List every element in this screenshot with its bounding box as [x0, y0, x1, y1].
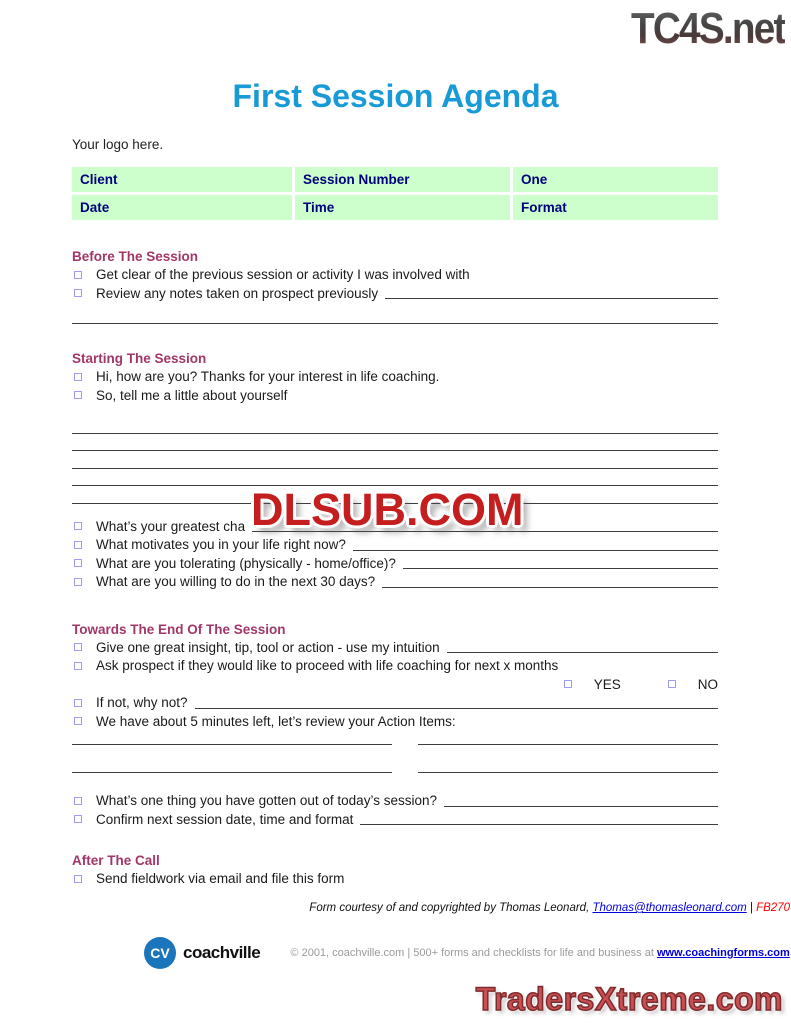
checklist-item-label: What motivates you in your life right now?: [96, 537, 346, 552]
checklist-item: [72, 368, 718, 386]
logo-placeholder-text: Your logo here.: [72, 137, 164, 152]
blank-line: [195, 708, 718, 709]
checklist-item: [72, 573, 718, 591]
checkbox-icon[interactable]: [74, 643, 82, 651]
checklist-item-label: Confirm next session date, time and format: [96, 811, 354, 827]
checklist-item-label: Review any notes taken on prospect previously: [96, 285, 379, 301]
checkbox-icon[interactable]: [74, 559, 82, 567]
checkbox-icon[interactable]: [74, 541, 82, 549]
blank-line: [72, 416, 718, 434]
checklist-item-label: What are you tolerating (physically - home/office)?: [96, 555, 396, 571]
blank-line: [385, 298, 718, 299]
section-heading-after: After The Call: [72, 853, 160, 868]
coachville-brand-name: coachville: [183, 943, 261, 962]
copyright-text: [260, 947, 790, 959]
blank-line: [72, 306, 718, 324]
tradersxtreme-watermark: TradersXtreme.com: [475, 981, 783, 1017]
no-checkbox-icon[interactable]: [668, 680, 676, 688]
checklist-item: [72, 713, 718, 731]
table-cell-date: Date: [72, 195, 292, 220]
section-heading-starting: Starting The Session: [72, 351, 207, 366]
blank-line: [353, 550, 718, 551]
blank-line: [403, 568, 718, 569]
checklist-item: [72, 536, 718, 554]
form-code: FB270: [756, 902, 790, 914]
checkbox-icon[interactable]: [74, 578, 82, 586]
blank-line: [444, 806, 718, 807]
checklist-item: [72, 387, 718, 405]
checkbox-icon[interactable]: [74, 717, 82, 725]
checklist-item: [72, 694, 718, 712]
blank-line: [447, 652, 718, 653]
table-cell-session-number: Session Number: [295, 167, 510, 192]
checklist-item: [72, 792, 718, 810]
checkbox-icon[interactable]: [74, 699, 82, 707]
credit-separator: |: [749, 902, 753, 914]
checklist-item-label: We have about 5 minutes left, let’s review your Action Items:: [96, 713, 456, 729]
yes-checkbox-icon[interactable]: [564, 680, 572, 688]
checkbox-icon[interactable]: [74, 875, 82, 883]
table-cell-session-number-value: One: [513, 167, 718, 192]
checklist-item-label: Get clear of the previous session or activity I was involved with: [96, 267, 470, 282]
checklist-item: [72, 639, 718, 657]
checklist-item-label: Give one great insight, tip, tool or action - use my intuition: [96, 639, 440, 655]
credit-email-link[interactable]: Thomas@thomasleonard.com: [592, 902, 747, 914]
checklist-item: [72, 555, 718, 573]
checklist-item-label: If not, why not?: [96, 695, 188, 710]
tc4s-watermark: TC4S.net: [631, 4, 785, 53]
blank-line: [382, 587, 718, 588]
blank-line: [360, 824, 718, 825]
yes-no-row: [72, 676, 718, 694]
dlsub-watermark: DLSUB.COM: [251, 484, 524, 535]
checkbox-icon[interactable]: [74, 797, 82, 805]
table-cell-time: Time: [295, 195, 510, 220]
credit-line: [144, 902, 790, 914]
checklist-item: [72, 285, 718, 303]
blank-line: [72, 451, 718, 469]
table-cell-format: Format: [513, 195, 718, 220]
checkbox-icon[interactable]: [74, 373, 82, 381]
checklist-item-label: What are you willing to do in the next 30 days?: [96, 574, 376, 589]
checkbox-icon[interactable]: [74, 662, 82, 670]
checklist-item-label: Ask prospect if they would like to proceed with life coaching for next x months: [96, 658, 559, 673]
footer-brand-row: [144, 937, 790, 969]
checklist-item: [72, 266, 718, 284]
checklist-item-label: Hi, how are you? Thanks for your interest in life coaching.: [96, 369, 440, 384]
credit-text: Form courtesy of and copyrighted by Thomas Leonard,: [309, 902, 590, 914]
checklist-item-label: What’s one thing you have gotten out of today’s session?: [96, 793, 437, 808]
section-heading-before: Before The Session: [72, 249, 199, 264]
checkbox-icon[interactable]: [74, 289, 82, 297]
section-heading-towards: Towards The End Of The Session: [72, 621, 286, 637]
checklist-item: [72, 811, 718, 829]
checkbox-icon[interactable]: [74, 391, 82, 399]
checkbox-icon[interactable]: [74, 815, 82, 823]
copyright-label: © 2001, coachville.com | 500+ forms and checklists for life and business at: [290, 947, 654, 959]
coachville-logo-icon: CV: [144, 937, 176, 969]
blank-line: [72, 745, 392, 773]
checkbox-icon[interactable]: [74, 271, 82, 279]
coachingforms-link[interactable]: www.coachingforms.com: [656, 947, 790, 959]
table-cell-client: Client: [72, 167, 292, 192]
checkbox-icon[interactable]: [74, 522, 82, 530]
no-label: NO: [697, 676, 718, 692]
yes-label: YES: [593, 676, 621, 692]
blank-line: [72, 434, 718, 452]
blank-line: [72, 732, 392, 745]
checklist-item: [72, 657, 718, 675]
blank-line: [418, 745, 718, 773]
checklist-item-label: So, tell me a little about yourself: [96, 387, 288, 403]
session-info-table: [72, 167, 718, 220]
blank-line: [418, 732, 718, 745]
checklist-item-label: Send fieldwork via email and file this form: [96, 871, 345, 886]
page-title: First Session Agenda: [232, 78, 559, 114]
checklist-item-label: What’s your greatest cha: [96, 518, 246, 534]
checklist-item: [72, 870, 718, 888]
action-items-lines: [72, 732, 718, 773]
